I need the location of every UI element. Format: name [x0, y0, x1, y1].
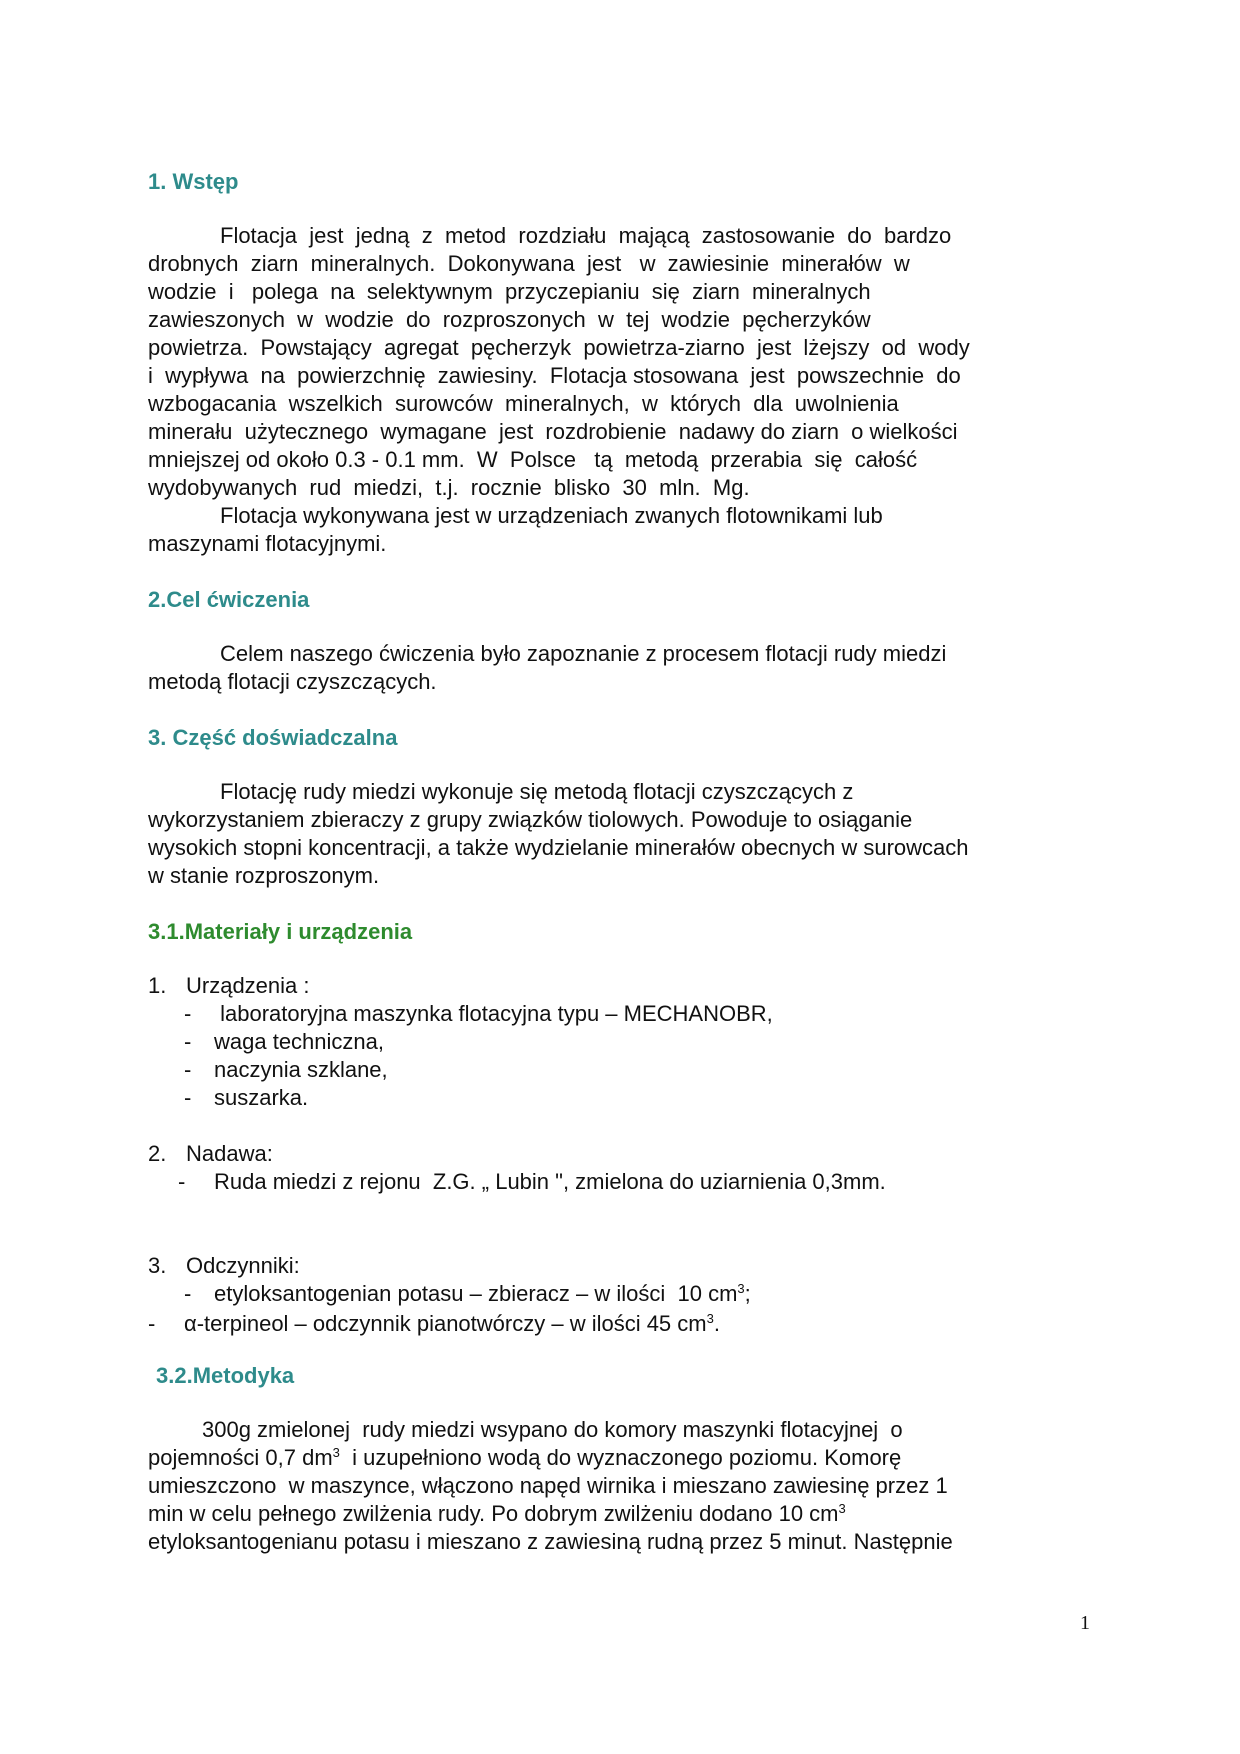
sub-item-text: α-terpineol – odczynnik pianotwórczy – w ilości 45 $cm^3$. — [184, 1311, 720, 1336]
list-item-feed — [148, 1140, 1088, 1168]
sub-item-text: etyloksantogenian potasu – zbieracz – w ilości 10 $cm^3$; — [214, 1281, 751, 1306]
page-number: 1 — [1080, 1612, 1090, 1634]
section-heading-goal: 2.Cel ćwiczenia — [148, 587, 310, 612]
section-heading-materials: 3.1.Materiały i urządzenia — [148, 919, 413, 944]
sub-item-text: Ruda miedzi z rejonu Z.G. „ Lubin ", zmielona do uziarnienia 0,3mm. — [214, 1169, 886, 1194]
sub-item — [148, 1028, 1088, 1056]
intro-line: powietrza. Powstający agregat pęcherzyk powietrza-ziarno jest lżejszy od wody — [148, 335, 970, 360]
materials-list — [148, 972, 1088, 1338]
dash-bullet: - — [184, 1029, 192, 1054]
methodology-line: 300g zmielonej rudy miedzi wsypano do komory maszynki flotacyjnej o — [202, 1417, 903, 1442]
methodology-paragraph — [148, 1416, 1088, 1556]
goal-paragraph — [148, 640, 1088, 696]
experimental-line: Flotację rudy miedzi wykonuje się metodą flotacji czyszczących z — [220, 779, 854, 804]
section-heading-methodology: 3.2.Metodyka — [156, 1363, 295, 1388]
experimental-line: wysokich stopni koncentracji, a także wydzielanie minerałów obecnych w surowcach — [148, 835, 969, 860]
goal-line: Celem naszego ćwiczenia było zapoznanie z procesem flotacji rudy miedzi — [220, 641, 947, 666]
experimental-paragraph — [148, 778, 1088, 890]
list-label: Odczynniki: — [186, 1253, 300, 1278]
experimental-line: wykorzystaniem zbieraczy z grupy związków tiolowych. Powoduje to osiąganie — [148, 807, 913, 832]
intro-paragraph — [148, 222, 1088, 558]
intro-line: wzbogacania wszelkich surowców mineralnych, w których dla uwolnienia — [148, 391, 899, 416]
sub-item — [148, 1056, 1088, 1084]
list-item-equipment — [148, 972, 1088, 1000]
document-page — [148, 168, 1088, 1556]
methodology-line: pojemności 0,7 $dm^3$ i uzupełniono wodą do wyznaczonego poziomu. Komorę — [148, 1445, 902, 1470]
section-heading-experimental: 3. Część doświadczalna — [148, 725, 398, 750]
sub-item — [148, 1000, 1088, 1028]
sub-item — [148, 1084, 1088, 1112]
dash-bullet: - — [184, 1057, 192, 1082]
section-heading-intro: 1. Wstęp — [148, 169, 239, 194]
dash-bullet: - — [148, 1311, 156, 1336]
methodology-line: min w celu pełnego zwilżenia rudy. Po dobrym zwilżeniu dodano 10 $cm^3$ — [148, 1501, 846, 1526]
intro-line: Flotacja wykonywana jest w urządzeniach zwanych flotownikami lub — [220, 503, 883, 528]
intro-line: maszynami flotacyjnymi. — [148, 531, 387, 556]
list-label: Nadawa: — [186, 1141, 273, 1166]
experimental-line: w stanie rozproszonym. — [148, 863, 380, 888]
sub-item-text: laboratoryjna maszynka flotacyjna typu – MECHANOBR, — [214, 1001, 773, 1026]
intro-line: mniejszej od około 0.3 - 0.1 mm. W Polsce tą metodą przerabia się całość — [148, 447, 918, 472]
list-number: 2. — [148, 1141, 167, 1166]
sub-item-text: waga techniczna, — [214, 1029, 384, 1054]
list-label: Urządzenia : — [186, 973, 310, 998]
goal-line: metodą flotacji czyszczących. — [148, 669, 437, 694]
intro-line: wodzie i polega na selektywnym przyczepianiu się ziarn mineralnych — [148, 279, 871, 304]
intro-line: Flotacja jest jedną z metod rozdziału mającą zastosowanie do bardzo — [220, 223, 952, 248]
intro-line: drobnych ziarn mineralnych. Dokonywana jest w zawiesinie minerałów w — [148, 251, 910, 276]
list-number: 1. — [148, 973, 167, 998]
sub-item — [148, 1310, 1088, 1338]
sub-item-text: suszarka. — [214, 1085, 309, 1110]
intro-line: wydobywanych rud miedzi, t.j. rocznie blisko 30 mln. Mg. — [148, 475, 750, 500]
intro-line: i wypływa na powierzchnię zawiesiny. Flotacja stosowana jest powszechnie do — [148, 363, 961, 388]
methodology-line: umieszczono w maszynce, włączono napęd wirnika i mieszano zawiesinę przez 1 — [148, 1473, 948, 1498]
dash-bullet: - — [184, 1085, 192, 1110]
sub-item — [148, 1168, 1088, 1196]
dash-bullet: - — [184, 1281, 192, 1306]
methodology-line: etyloksantogenianu potasu i mieszano z zawiesiną rudną przez 5 minut. Następnie — [148, 1529, 953, 1554]
dash-bullet: - — [178, 1169, 186, 1194]
intro-line: zawieszonych w wodzie do rozproszonych w tej wodzie pęcherzyków — [148, 307, 871, 332]
sub-item-text: naczynia szklane, — [214, 1057, 388, 1082]
list-item-reagents — [148, 1252, 1088, 1280]
intro-line: minerału użytecznego wymagane jest rozdrobienie nadawy do ziarn o wielkości — [148, 419, 958, 444]
sub-item — [148, 1280, 1088, 1308]
dash-bullet: - — [184, 1001, 192, 1026]
list-number: 3. — [148, 1253, 167, 1278]
